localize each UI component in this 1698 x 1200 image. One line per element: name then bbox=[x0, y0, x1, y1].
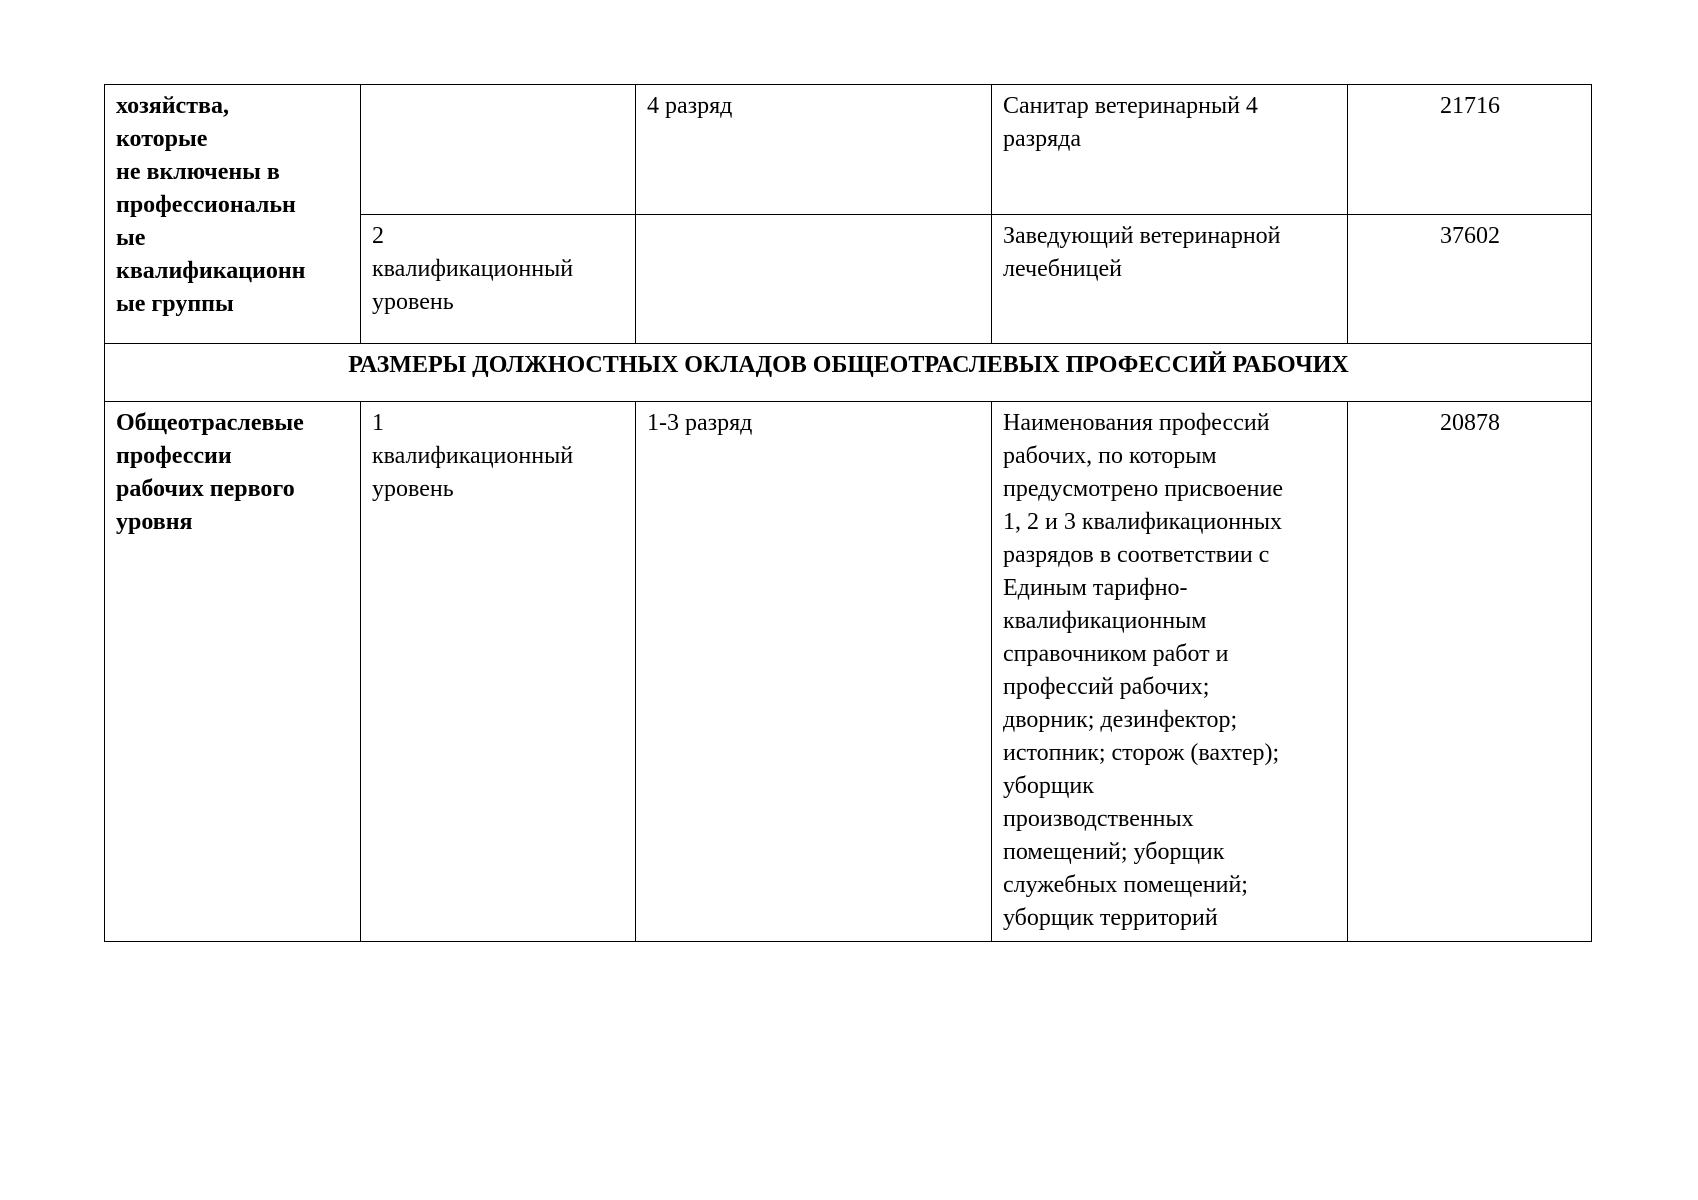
level-line: 1 bbox=[372, 410, 384, 436]
qualification-level-cell bbox=[361, 402, 636, 942]
position-line: разрядов в соответствии с bbox=[1003, 542, 1270, 568]
group-label-line: которые bbox=[116, 126, 208, 152]
group-label-line: не включены в bbox=[116, 159, 280, 185]
salary-value: 21716 bbox=[1440, 93, 1500, 119]
position-line: Заведующий ветеринарной bbox=[1003, 223, 1281, 249]
section-heading: РАЗМЕРЫ ДОЛЖНОСТНЫХ ОКЛАДОВ ОБЩЕОТРАСЛЕВЫХ ПРОФЕССИЙ РАБОЧИХ bbox=[105, 344, 1592, 402]
position-cell bbox=[992, 402, 1348, 942]
group-label-line: ые bbox=[116, 225, 146, 251]
position-line: квалификационным bbox=[1003, 608, 1207, 634]
position-line: дворник; дезинфектор; bbox=[1003, 707, 1238, 733]
group-label-line: уровня bbox=[116, 509, 193, 535]
position-line: служебных помещений; bbox=[1003, 872, 1248, 898]
group-label-line: Общеотраслевые bbox=[116, 410, 304, 436]
position-line: помещений; уборщик bbox=[1003, 839, 1225, 865]
level-line: уровень bbox=[372, 476, 454, 502]
group-label-line: хозяйства, bbox=[116, 93, 229, 119]
table-row bbox=[105, 85, 1592, 215]
group-label-line: рабочих первого bbox=[116, 476, 295, 502]
grade-cell bbox=[636, 85, 992, 215]
position-line: лечебницей bbox=[1003, 256, 1122, 282]
level-line: уровень bbox=[372, 289, 454, 315]
level-line: квалификационный bbox=[372, 443, 574, 469]
salary-table bbox=[104, 84, 1592, 942]
section-heading-row bbox=[105, 344, 1592, 402]
qualification-level-cell bbox=[361, 215, 636, 344]
position-line: рабочих, по которым bbox=[1003, 443, 1217, 469]
group-label-cell bbox=[105, 402, 361, 942]
salary-cell bbox=[1348, 402, 1592, 942]
group-label-line: квалификационн bbox=[116, 258, 306, 284]
grade-text: 1-3 разряд bbox=[647, 410, 753, 436]
position-line: уборщик территорий bbox=[1003, 905, 1218, 931]
position-cell bbox=[992, 215, 1348, 344]
position-line: уборщик bbox=[1003, 773, 1094, 799]
position-line: справочником работ и bbox=[1003, 641, 1229, 667]
group-label-line: профессиональн bbox=[116, 192, 296, 218]
qualification-level-cell bbox=[361, 85, 636, 215]
grade-text: 4 разряд bbox=[647, 93, 733, 119]
group-label-line: профессии bbox=[116, 443, 232, 469]
salary-cell bbox=[1348, 215, 1592, 344]
salary-value: 20878 bbox=[1440, 410, 1500, 436]
grade-cell bbox=[636, 402, 992, 942]
level-line: 2 bbox=[372, 223, 384, 249]
salary-value: 37602 bbox=[1440, 223, 1500, 249]
table-row bbox=[105, 402, 1592, 942]
position-line: профессий рабочих; bbox=[1003, 674, 1210, 700]
position-line: разряда bbox=[1003, 126, 1082, 152]
position-line: производственных bbox=[1003, 806, 1194, 832]
position-cell bbox=[992, 85, 1348, 215]
position-line: Единым тарифно- bbox=[1003, 575, 1188, 601]
position-line: Санитар ветеринарный 4 bbox=[1003, 93, 1258, 119]
position-line: Наименования профессий bbox=[1003, 410, 1270, 436]
level-line: квалификационный bbox=[372, 256, 574, 282]
position-line: 1, 2 и 3 квалификационных bbox=[1003, 509, 1283, 535]
salary-cell bbox=[1348, 85, 1592, 215]
grade-cell bbox=[636, 215, 992, 344]
group-label-line: ые группы bbox=[116, 291, 234, 317]
position-line: истопник; сторож (вахтер); bbox=[1003, 740, 1280, 766]
position-line: предусмотрено присвоение bbox=[1003, 476, 1283, 502]
group-label-cell bbox=[105, 85, 361, 344]
